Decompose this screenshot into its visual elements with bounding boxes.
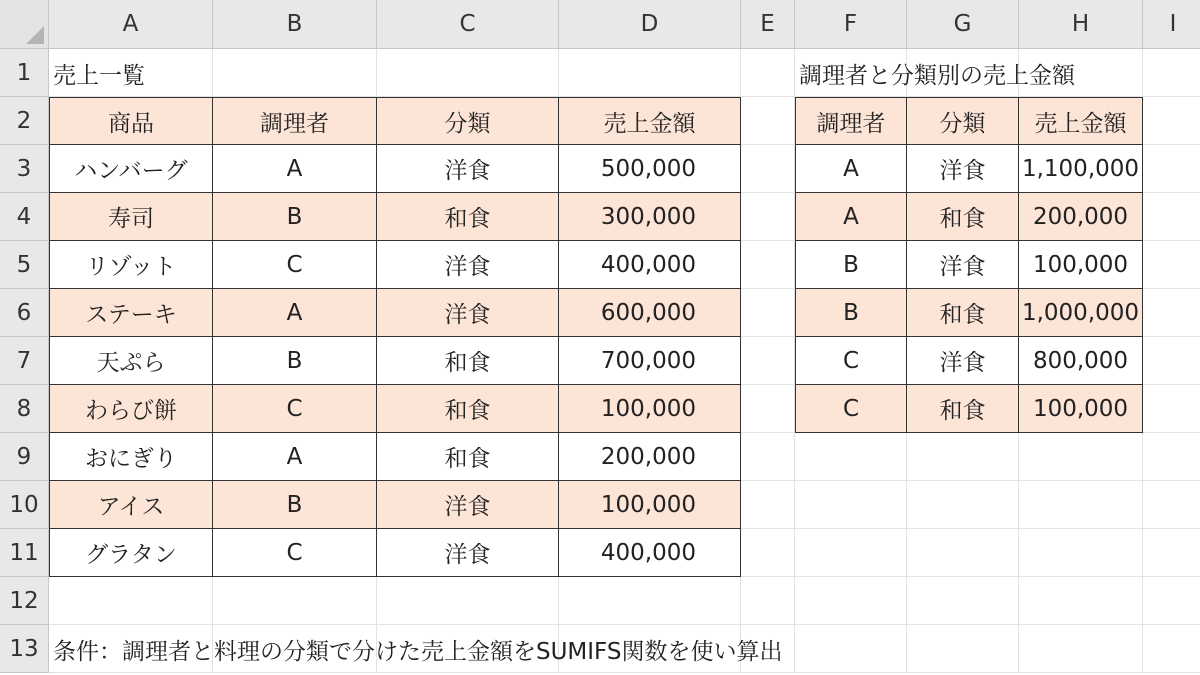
right-table-cell[interactable]: B xyxy=(795,289,907,337)
cell[interactable] xyxy=(907,433,1019,481)
select-all-triangle-icon xyxy=(26,26,44,44)
left-table-cell[interactable]: 400,000 xyxy=(559,241,741,289)
row-header-9[interactable]: 9 xyxy=(0,433,49,481)
cell[interactable] xyxy=(741,97,795,145)
cell[interactable] xyxy=(559,49,741,97)
left-table-cell[interactable]: ハンバーグ xyxy=(49,145,213,193)
cell[interactable] xyxy=(1143,241,1200,289)
column-header-h[interactable]: H xyxy=(1019,0,1143,49)
left-table-cell[interactable]: B xyxy=(213,337,377,385)
row-header-7[interactable]: 7 xyxy=(0,337,49,385)
cell[interactable] xyxy=(1143,289,1200,337)
column-header-f[interactable]: F xyxy=(795,0,907,49)
cell[interactable] xyxy=(795,529,907,577)
column-header-c[interactable]: C xyxy=(377,0,559,49)
left-table-cell[interactable]: 寿司 xyxy=(49,193,213,241)
cell[interactable] xyxy=(1143,337,1200,385)
left-table-cell[interactable]: 和食 xyxy=(377,337,559,385)
left-table-cell[interactable]: ステーキ xyxy=(49,289,213,337)
left-table-cell[interactable]: C xyxy=(213,385,377,433)
column-header-a[interactable]: A xyxy=(49,0,213,49)
row-header-11[interactable]: 11 xyxy=(0,529,49,577)
cell[interactable] xyxy=(795,433,907,481)
cell[interactable] xyxy=(1019,529,1143,577)
cell[interactable] xyxy=(1143,193,1200,241)
left-table-cell[interactable]: わらび餅 xyxy=(49,385,213,433)
cell[interactable] xyxy=(795,481,907,529)
row-header-3[interactable]: 3 xyxy=(0,145,49,193)
right-table-cell[interactable]: 和食 xyxy=(907,289,1019,337)
cell[interactable] xyxy=(741,385,795,433)
cell[interactable] xyxy=(1143,625,1200,673)
left-table-header-cell[interactable]: 分類 xyxy=(377,97,559,145)
cell[interactable] xyxy=(377,49,559,97)
right-table-header-cell[interactable]: 調理者 xyxy=(795,97,907,145)
right-table-cell[interactable]: 洋食 xyxy=(907,145,1019,193)
left-table-cell[interactable]: 洋食 xyxy=(377,481,559,529)
row-header-13[interactable]: 13 xyxy=(0,625,49,673)
right-table-cell[interactable]: 800,000 xyxy=(1019,337,1143,385)
right-table-cell[interactable]: 洋食 xyxy=(907,337,1019,385)
cell[interactable] xyxy=(741,241,795,289)
cell[interactable] xyxy=(741,337,795,385)
left-table-cell[interactable]: B xyxy=(213,193,377,241)
left-table-cell[interactable]: 300,000 xyxy=(559,193,741,241)
row-header-12[interactable]: 12 xyxy=(0,577,49,625)
left-table-cell[interactable]: アイス xyxy=(49,481,213,529)
cell[interactable] xyxy=(907,577,1019,625)
cell[interactable] xyxy=(741,193,795,241)
cell[interactable] xyxy=(1019,577,1143,625)
right-table-cell[interactable]: B xyxy=(795,241,907,289)
left-table-cell[interactable]: A xyxy=(213,433,377,481)
left-table-cell[interactable]: 700,000 xyxy=(559,337,741,385)
left-table-cell[interactable]: B xyxy=(213,481,377,529)
right-table-cell[interactable]: A xyxy=(795,145,907,193)
column-header-b[interactable]: B xyxy=(213,0,377,49)
right-table-cell[interactable]: A xyxy=(795,193,907,241)
left-table-cell[interactable]: 天ぷら xyxy=(49,337,213,385)
right-table-cell[interactable]: 和食 xyxy=(907,385,1019,433)
row-header-1[interactable]: 1 xyxy=(0,49,49,97)
right-table-cell[interactable]: 200,000 xyxy=(1019,193,1143,241)
cell[interactable] xyxy=(1143,97,1200,145)
column-header-g[interactable]: G xyxy=(907,0,1019,49)
left-table-cell[interactable]: 400,000 xyxy=(559,529,741,577)
right-table-cell[interactable]: 1,000,000 xyxy=(1019,289,1143,337)
cell[interactable] xyxy=(1143,433,1200,481)
left-table-header-cell[interactable]: 売上金額 xyxy=(559,97,741,145)
cell[interactable] xyxy=(1143,529,1200,577)
cell[interactable] xyxy=(1143,49,1200,97)
cell[interactable] xyxy=(1019,625,1143,673)
left-table-cell[interactable]: 洋食 xyxy=(377,145,559,193)
cell[interactable] xyxy=(1019,433,1143,481)
left-table-cell[interactable]: 洋食 xyxy=(377,529,559,577)
cell[interactable] xyxy=(795,577,907,625)
cell[interactable] xyxy=(741,577,795,625)
cell[interactable] xyxy=(1143,145,1200,193)
left-table-cell[interactable]: 100,000 xyxy=(559,385,741,433)
column-header-e[interactable]: E xyxy=(741,0,795,49)
cell[interactable] xyxy=(741,49,795,97)
left-table-cell[interactable]: 200,000 xyxy=(559,433,741,481)
left-table-cell[interactable]: 600,000 xyxy=(559,289,741,337)
right-table-cell[interactable]: C xyxy=(795,385,907,433)
left-table-cell[interactable]: 和食 xyxy=(377,385,559,433)
cell[interactable] xyxy=(1143,577,1200,625)
left-table-cell[interactable]: A xyxy=(213,289,377,337)
row-header-5[interactable]: 5 xyxy=(0,241,49,289)
right-table-title[interactable]: 調理者と分類別の売上金額 xyxy=(799,62,1075,89)
right-table-cell[interactable]: 和食 xyxy=(907,193,1019,241)
right-table-cell[interactable]: 洋食 xyxy=(907,241,1019,289)
cell[interactable] xyxy=(741,145,795,193)
column-header-d[interactable]: D xyxy=(559,0,741,49)
row-header-6[interactable]: 6 xyxy=(0,289,49,337)
left-table-cell[interactable]: C xyxy=(213,241,377,289)
cell[interactable] xyxy=(741,529,795,577)
cell[interactable] xyxy=(741,433,795,481)
left-table-cell[interactable]: 洋食 xyxy=(377,241,559,289)
right-table-cell[interactable]: 1,100,000 xyxy=(1019,145,1143,193)
right-table-header-cell[interactable]: 売上金額 xyxy=(1019,97,1143,145)
cell[interactable] xyxy=(741,481,795,529)
left-table-cell[interactable]: 洋食 xyxy=(377,289,559,337)
left-table-cell[interactable]: 和食 xyxy=(377,433,559,481)
left-table-cell[interactable]: おにぎり xyxy=(49,433,213,481)
cell[interactable] xyxy=(1019,481,1143,529)
left-table-title[interactable]: 売上一覧 xyxy=(53,62,145,89)
left-table-cell[interactable]: リゾット xyxy=(49,241,213,289)
cell[interactable] xyxy=(907,481,1019,529)
column-header-i[interactable]: I xyxy=(1143,0,1200,49)
right-table-cell[interactable]: 100,000 xyxy=(1019,241,1143,289)
cell[interactable] xyxy=(1143,385,1200,433)
row-header-8[interactable]: 8 xyxy=(0,385,49,433)
left-table-cell[interactable]: A xyxy=(213,145,377,193)
left-table-header-cell[interactable]: 商品 xyxy=(49,97,213,145)
select-all-corner[interactable] xyxy=(0,0,49,49)
right-table-header-cell[interactable]: 分類 xyxy=(907,97,1019,145)
left-table-cell[interactable]: C xyxy=(213,529,377,577)
cell[interactable] xyxy=(741,289,795,337)
right-table-cell[interactable]: 100,000 xyxy=(1019,385,1143,433)
row-header-10[interactable]: 10 xyxy=(0,481,49,529)
cell[interactable] xyxy=(213,577,377,625)
right-table-cell[interactable]: C xyxy=(795,337,907,385)
row-header-4[interactable]: 4 xyxy=(0,193,49,241)
row-header-2[interactable]: 2 xyxy=(0,97,49,145)
cell[interactable] xyxy=(1143,481,1200,529)
cell[interactable] xyxy=(907,529,1019,577)
cell[interactable] xyxy=(559,577,741,625)
left-table-cell[interactable]: 100,000 xyxy=(559,481,741,529)
left-table-cell[interactable]: グラタン xyxy=(49,529,213,577)
condition-note[interactable]: 条件：調理者と料理の分類で分けた売上金額をSUMIFS関数を使い算出 xyxy=(53,638,783,665)
left-table-header-cell[interactable]: 調理者 xyxy=(213,97,377,145)
cell[interactable] xyxy=(377,577,559,625)
left-table-cell[interactable]: 和食 xyxy=(377,193,559,241)
left-table-cell[interactable]: 500,000 xyxy=(559,145,741,193)
cell[interactable] xyxy=(49,577,213,625)
